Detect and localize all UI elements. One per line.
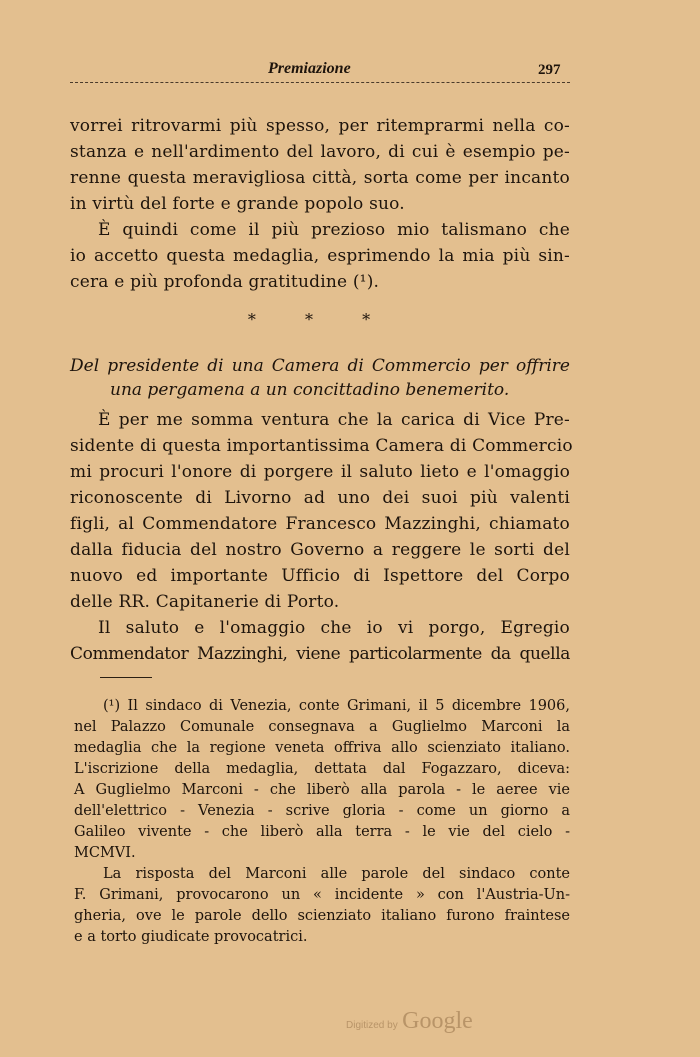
text-line: nuovo ed importante Ufficio di Ispettore del Corpo (70, 566, 570, 586)
footnote-line: MCMVI. (74, 845, 136, 861)
text-line: mi procuri l'onore di porgere il saluto lieto e l'omaggio (70, 462, 570, 482)
text-line: stanza e nell'ardimento del lavoro, di cui è esempio pe- (70, 142, 570, 162)
digitized-by-google-watermark (346, 1008, 473, 1035)
footnote-line: gheria, ove le parole dello scienziato italiano furono fraintese (74, 908, 570, 924)
text-line: in virtù del forte e grande popolo suo. (70, 194, 405, 214)
footnote-line: dell'elettrico - Venezia - scrive gloria - come un giorno a (74, 803, 570, 819)
text-line: È quindi come il più prezioso mio talismano che (98, 220, 570, 240)
text-line: delle RR. Capitanerie di Porto. (70, 592, 340, 612)
text-line: dalla fiducia del nostro Governo a reggere le sorti del (70, 540, 570, 560)
footnote-line: F. Grimani, provocarono un « incidente » con l'Austria-Un- (74, 887, 570, 903)
text-line: cera e più profonda gratitudine (¹). (70, 272, 380, 292)
header-rule (70, 82, 570, 83)
footnote-line: L'iscrizione della medaglia, dettata dal Fogazzaro, diceva: (74, 761, 570, 777)
footnote-line: e a torto giudicate provocatrici. (74, 929, 308, 945)
text-line: figli, al Commendatore Francesco Mazzinghi, chiamato (70, 514, 570, 534)
text-line: vorrei ritrovarmi più spesso, per ritemprarmi nella co- (70, 116, 570, 136)
section-title-line: una pergamena a un concittadino benemerito. (110, 380, 510, 400)
text-line: sidente di questa importantissima Camera di Commercio (70, 436, 573, 456)
footnote-rule (100, 677, 152, 678)
footnote-line: Galileo vivente - che liberò alla terra - le vie del cielo - (74, 824, 570, 840)
text-line: io accetto questa medaglia, esprimendo la mia più sin- (70, 246, 570, 266)
footnote-line: La risposta del Marconi alle parole del sindaco conte (103, 866, 570, 882)
watermark-prefix: Digitized by (346, 1020, 398, 1031)
text-line: Commendator Mazzinghi, viene particolarmente da quella (70, 644, 570, 664)
text-line: È per me somma ventura che la carica di Vice Pre- (98, 410, 570, 430)
footnote-line: medaglia che la regione veneta offriva allo scienziato italiano. (74, 740, 570, 756)
google-logo: Google (402, 1008, 473, 1034)
footnote-line: nel Palazzo Comunale consegnava a Guglielmo Marconi la (74, 719, 570, 735)
text-line: renne questa meravigliosa città, sorta come per incanto (70, 168, 570, 188)
section-title-line: Del presidente di una Camera di Commercio per offrire (70, 356, 570, 376)
page-number: 297 (538, 62, 561, 78)
running-title: Premiazione (268, 60, 351, 77)
footnote-line: (¹) Il sindaco di Venezia, conte Grimani, il 5 dicembre 1906, (103, 698, 570, 714)
text-line: Il saluto e l'omaggio che io vi porgo, Egregio (98, 618, 570, 638)
text-line: riconoscente di Livorno ad uno dei suoi più valenti (70, 488, 570, 508)
section-separator: * * * (247, 310, 393, 329)
footnote-line: A Guglielmo Marconi - che liberò alla parola - le aeree vie (74, 782, 570, 798)
